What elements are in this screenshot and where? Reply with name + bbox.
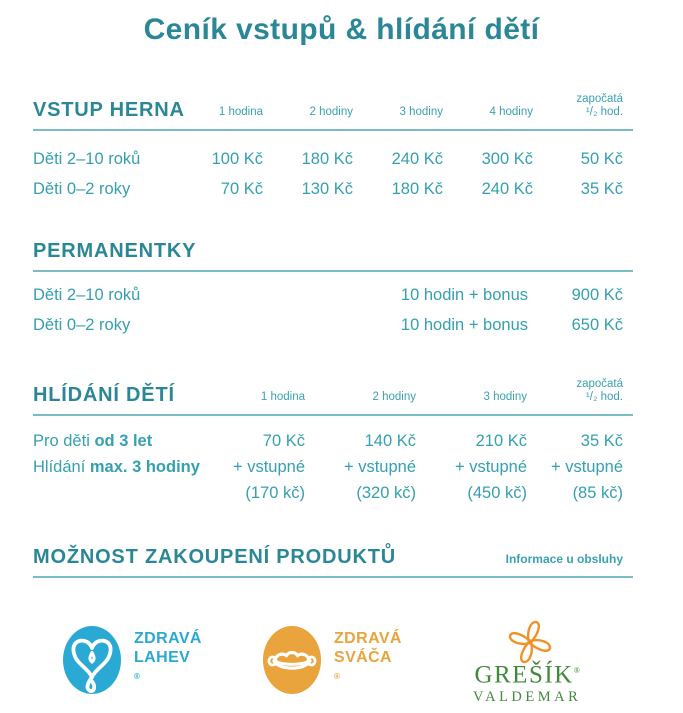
column-header-half-hour: započatá ¹/₂ hod. (576, 378, 623, 403)
zdrava-lahev-label: ZDRAVÁ LAHEV ® (134, 630, 202, 682)
divider (33, 270, 633, 272)
column-header: 1 hodina (218, 106, 263, 118)
zdrava-svaca-icon (263, 626, 321, 694)
row-label: Děti 2–10 roků (33, 150, 141, 168)
price-cell: 240 Kč (391, 150, 443, 168)
price-cell: 70 Kč + vstupné (170 kč) (232, 432, 305, 502)
hlidani-header-row (33, 378, 623, 407)
price-cell: 210 Kč + vstupné (450 kč) (454, 432, 527, 502)
row-label: Děti 2–10 roků (33, 286, 141, 304)
divider (33, 129, 633, 131)
column-header: 3 hodiny (399, 106, 443, 118)
package-cell: 10 hodin + bonus (400, 316, 528, 334)
section-heading: HLÍDÁNÍ DĚTÍ (33, 384, 175, 406)
gresik-name: GREŠÍK® (474, 661, 580, 689)
zdrava-lahev-icon (63, 626, 121, 694)
table-row (33, 174, 623, 204)
price-cell: 900 Kč (571, 286, 623, 304)
column-header: 2 hodiny (309, 106, 353, 118)
price-cell: 130 Kč (301, 180, 353, 198)
section-hlidani-deti (33, 378, 633, 506)
zdrava-svaca-label: ZDRAVÁ SVÁČA ® (334, 630, 402, 682)
zdrava-lahev-logo (63, 626, 263, 694)
gresik-valdemar-logo (473, 614, 581, 706)
section-heading: VSTUP HERNA (33, 99, 185, 121)
package-cell: 10 hodin + bonus (400, 286, 528, 304)
price-cell: 180 Kč (301, 150, 353, 168)
zdrava-svaca-logo (263, 626, 473, 694)
divider (33, 414, 633, 416)
price-cell: 100 Kč (211, 150, 263, 168)
section-heading: PERMANENTKY (33, 240, 197, 262)
column-header: 2 hodiny (372, 391, 416, 403)
row-label: Děti 0–2 roky (33, 180, 131, 198)
table-row (33, 428, 623, 506)
registered-mark: ® (573, 666, 580, 675)
vstup-herna-header-row (33, 93, 623, 122)
table-row (33, 280, 623, 310)
section-produkty (33, 546, 633, 706)
price-cell: 240 Kč (481, 180, 533, 198)
page-title: Ceník vstupů & hlídání dětí (143, 13, 540, 46)
table-row (33, 144, 623, 174)
price-cell: 50 Kč (580, 150, 623, 168)
registered-mark: ® (134, 672, 140, 682)
section-vstup-herna (33, 93, 633, 204)
section-permanentky (33, 240, 633, 340)
price-cell: 650 Kč (571, 316, 623, 334)
column-header-half-hour: započatá ¹/₂ hod. (576, 93, 623, 118)
column-header: 1 hodina (260, 391, 305, 403)
price-cell: 140 Kč + vstupné (320 kč) (343, 432, 416, 502)
registered-mark: ® (334, 672, 340, 682)
row-label: Děti 0–2 roky (33, 316, 131, 334)
table-row (33, 310, 623, 340)
row-label: Pro děti od 3 let Hlídání max. 3 hodiny (33, 432, 200, 476)
price-cell: 35 Kč (580, 180, 623, 198)
gresik-subname: VALDEMAR (473, 689, 582, 706)
price-cell: 35 Kč + vstupné (85 kč) (550, 432, 623, 502)
column-header: 4 hodiny (489, 106, 533, 118)
price-cell: 70 Kč (220, 180, 263, 198)
column-header: 3 hodiny (483, 391, 527, 403)
divider (33, 576, 633, 578)
partner-logos (33, 614, 633, 706)
price-cell: 300 Kč (481, 150, 533, 168)
price-cell: 180 Kč (391, 180, 443, 198)
info-note: Informace u obsluhy (505, 552, 623, 566)
section-heading: MOŽNOST ZAKOUPENÍ PRODUKTŮ (33, 546, 397, 568)
